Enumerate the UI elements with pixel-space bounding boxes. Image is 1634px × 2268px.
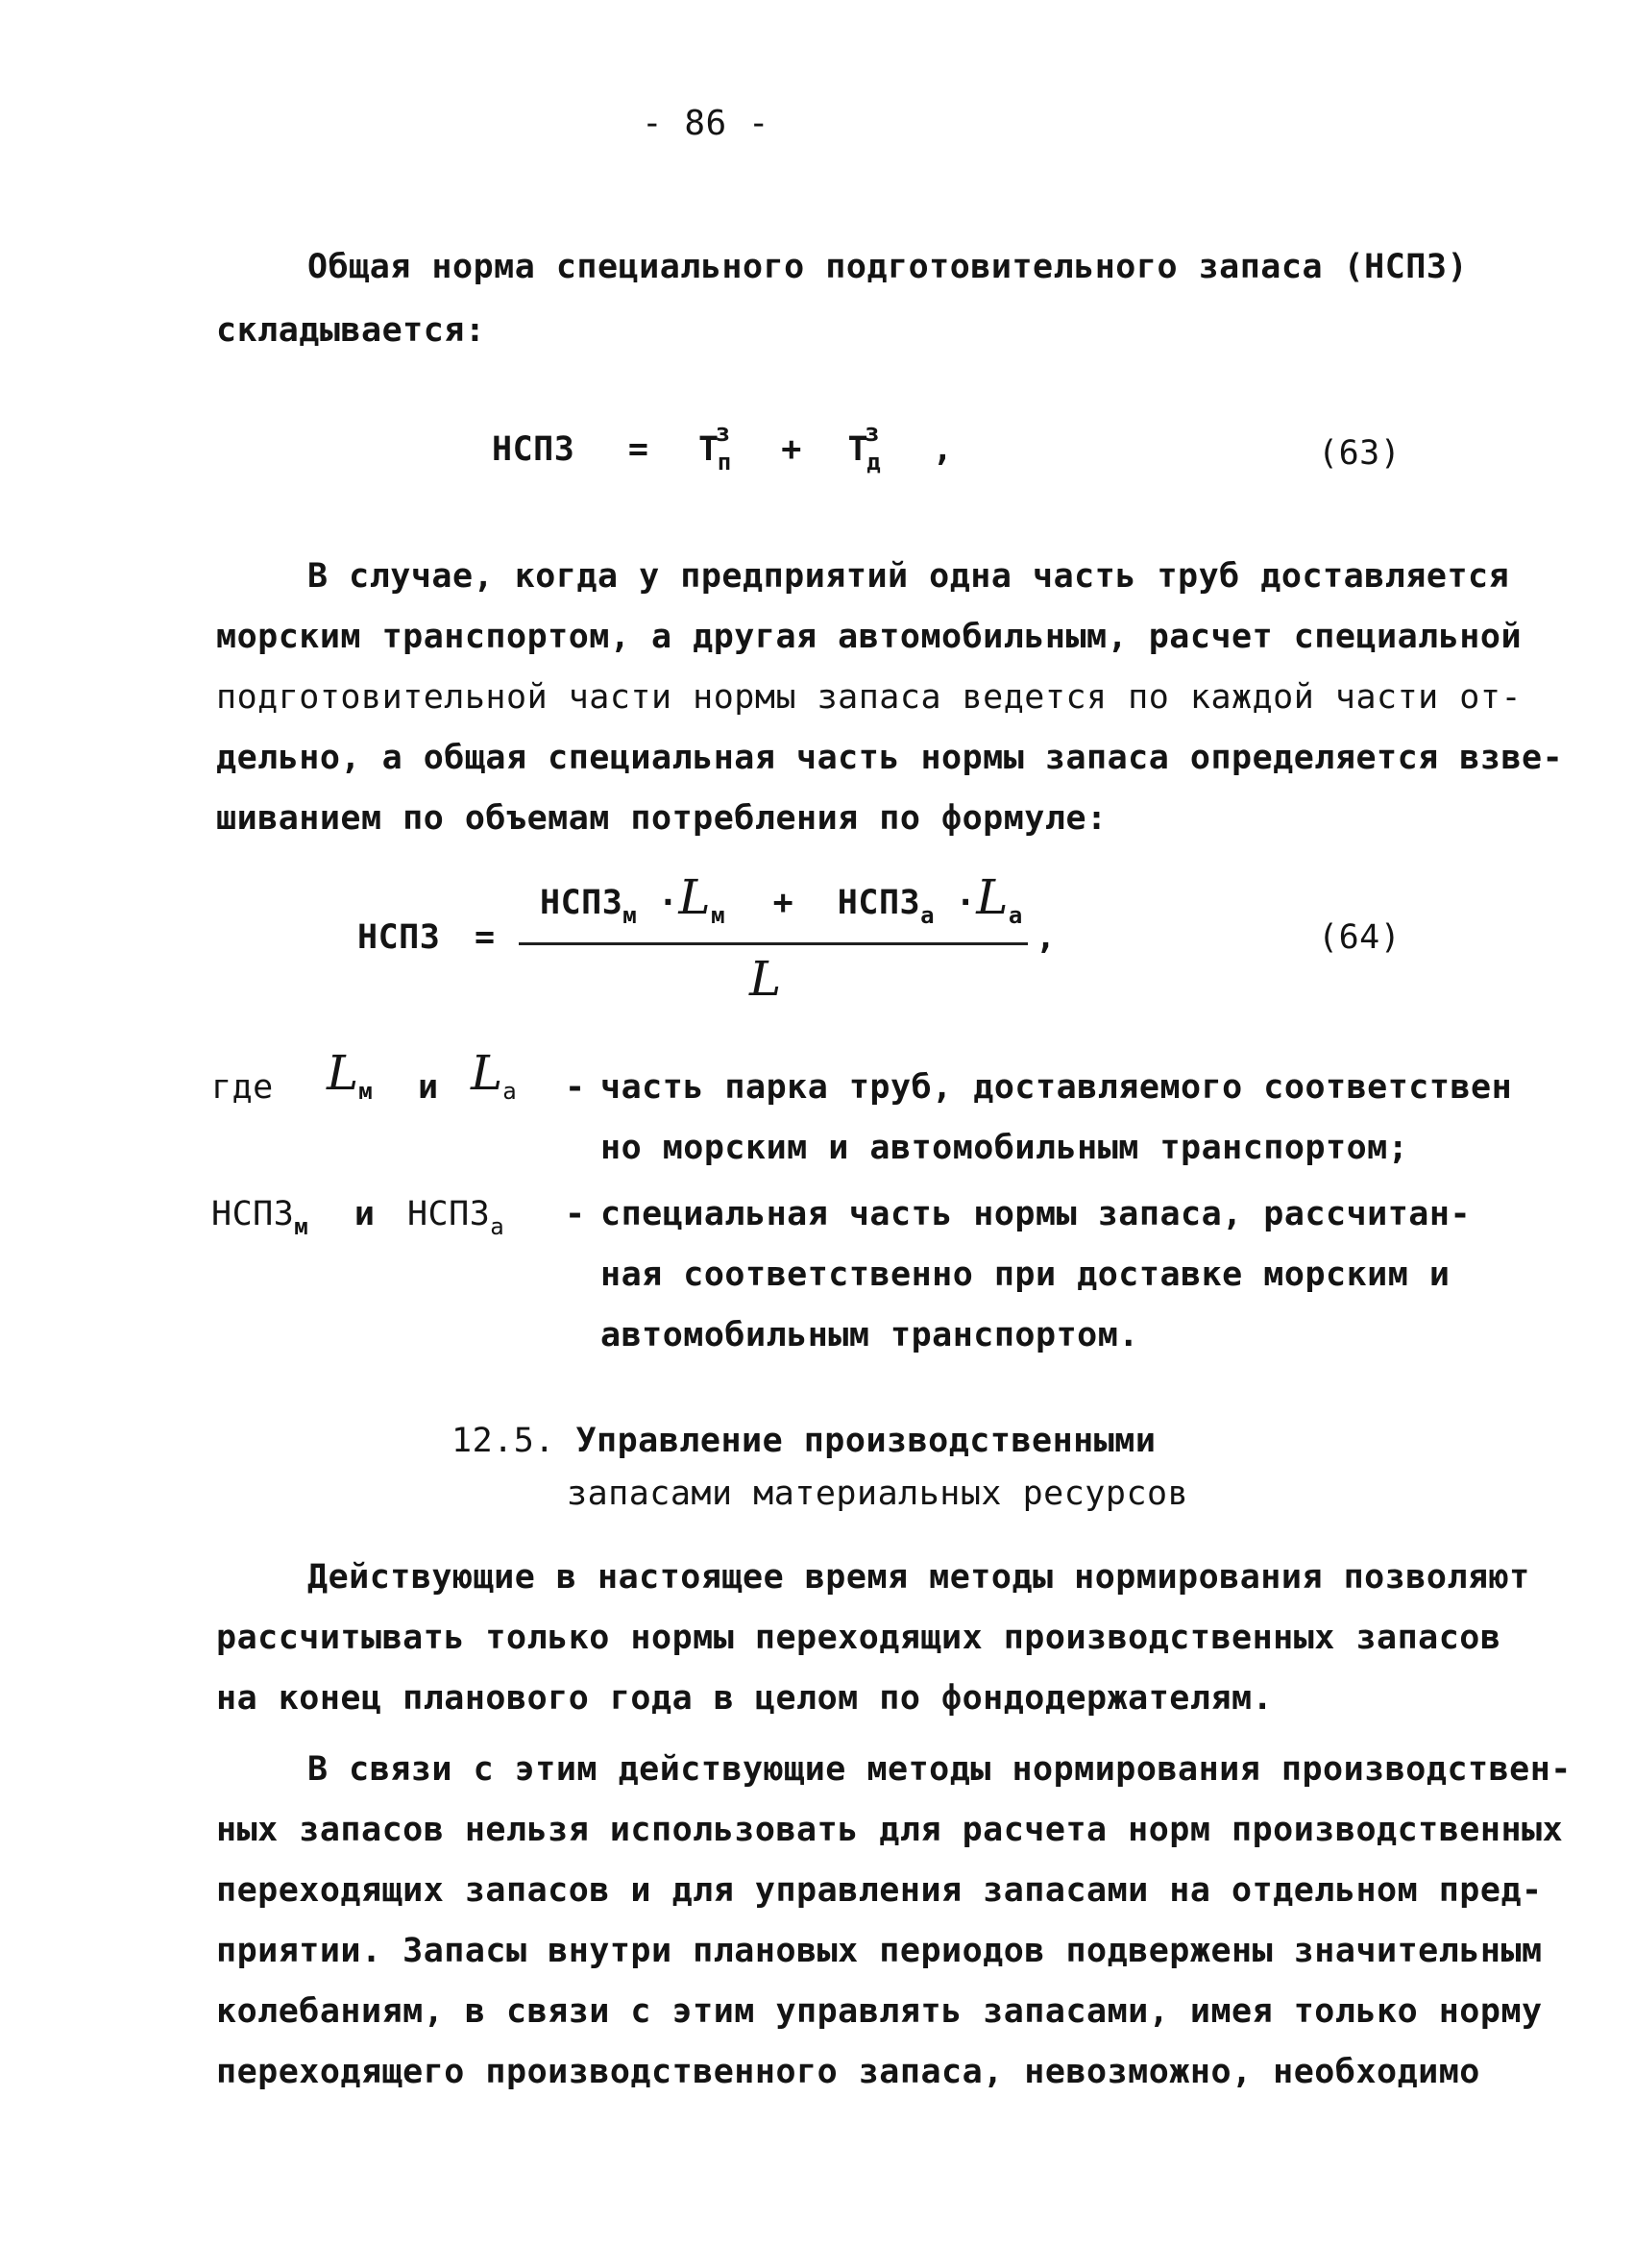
eq64-fraction-bar (519, 942, 1028, 945)
para1-line-2: морским транспортом, а другая автомобильным, расчет специальной (216, 618, 1523, 656)
eq64-num-term-a: НСПЗ (540, 884, 623, 922)
eq64-equals: = (475, 918, 496, 957)
where-L-m: L (327, 1045, 359, 1101)
where-term2-b-sub: а (490, 1213, 505, 1240)
where-term-L-m (327, 1045, 373, 1105)
para2-line-1: Действующие в настоящее время методы нормирования позволяют (307, 1558, 1530, 1597)
eq64-num-term-b-sub: а (920, 902, 936, 929)
where-dash-2: - (565, 1195, 586, 1233)
eq63-plus: + (781, 430, 802, 469)
where-L-a-sub: а (502, 1078, 518, 1105)
page-number: - 86 - (642, 104, 770, 143)
section-title-line-1: Управление производственными (575, 1422, 1157, 1460)
eq64-dot-1: · (657, 884, 679, 922)
where-def2-line-2: ная соответственно при доставке морским и (600, 1256, 1451, 1294)
section-number: 12.5. (451, 1422, 555, 1460)
para3-line-6: переходящего производственного запаса, невозможно, необходимо (216, 2053, 1480, 2091)
eq63-term-2: Т (847, 430, 869, 469)
where-dash-1: - (565, 1068, 586, 1107)
equation-63 (492, 419, 954, 476)
intro-line-2: складывается: (216, 311, 486, 350)
where-term-L-a (471, 1045, 517, 1105)
para2-line-2: рассчитывать только нормы переходящих производственных запасов (216, 1619, 1501, 1657)
eq64-L-a-sub: а (1008, 902, 1023, 929)
eq64-lhs: НСПЗ (357, 918, 441, 957)
eq64-comma: , (1036, 918, 1057, 957)
eq63-term-2-sup: з (865, 419, 881, 448)
section-title-line-2: запасами материальных ресурсов (567, 1475, 1189, 1513)
para3-line-4: приятии. Запасы внутри плановых периодов подвержены значительным (216, 1932, 1543, 1970)
where-def2-line-3: автомобильным транспортом. (600, 1316, 1139, 1354)
eq64-num-term-b: НСПЗ (837, 884, 921, 922)
where-term-2 (211, 1195, 504, 1240)
para3-line-2: ных запасов нельзя использовать для расчета норм производственных (216, 1811, 1564, 1849)
para2-line-3: на конец планового года в целом по фондодержателям. (216, 1679, 1274, 1718)
para3-line-1: В связи с этим действующие методы нормирования производствен- (307, 1750, 1572, 1789)
where-term2-a: НСПЗ (211, 1195, 295, 1233)
eq64-denominator: L (749, 951, 782, 1007)
eq64-number: (64) (1318, 918, 1402, 957)
where-def1-line-1: часть парка труб, доставляемого соответствен (600, 1068, 1513, 1107)
where-term2-b: НСПЗ (406, 1195, 491, 1233)
where-and-1: и (418, 1068, 439, 1107)
eq63-term-1: Т (698, 430, 719, 469)
eq64-L-m-sub: м (711, 902, 726, 929)
eq63-number: (63) (1318, 434, 1402, 473)
eq64-plus: + (772, 884, 794, 922)
eq64-dot-2: · (955, 884, 977, 922)
eq63-comma: , (932, 430, 954, 469)
where-def2-line-1: специальная часть нормы запаса, рассчитан- (600, 1195, 1472, 1233)
eq64-numerator (540, 869, 1023, 929)
where-word: где (211, 1068, 274, 1107)
where-term2-a-sub: м (294, 1213, 309, 1240)
section-heading (451, 1422, 1156, 1460)
para1-line-3: подготовительной части нормы запаса ведется по каждой части от- (216, 678, 1523, 717)
where-L-m-sub: м (358, 1078, 374, 1105)
para1-line-1: В случае, когда у предприятий одна часть труб доставляется (307, 557, 1510, 596)
where-and-2: и (354, 1195, 376, 1233)
eq64-L-m: L (678, 869, 712, 925)
para1-line-4: дельно, а общая специальная часть нормы запаса определяется взве- (216, 739, 1564, 777)
para1-line-5: шиванием по объемам потребления по формуле: (216, 799, 1108, 838)
where-def1-line-2: но морским и автомобильным транспортом; (600, 1129, 1409, 1167)
eq63-term-1-sub: п (717, 449, 732, 476)
para3-line-5: колебаниям, в связи с этим управлять запасами, имея только норму (216, 1992, 1543, 2031)
where-L-a: L (471, 1045, 503, 1101)
para3-line-3: переходящих запасов и для управления запасами на отдельном пред- (216, 1871, 1543, 1910)
eq63-lhs: НСПЗ (492, 430, 575, 469)
eq63-term-1-sup: з (715, 419, 731, 448)
eq64-num-term-a-sub: м (622, 902, 638, 929)
eq63-equals: = (627, 430, 649, 469)
intro-line-1: Общая норма специального подготовительного запаса (НСПЗ) (307, 248, 1469, 286)
eq63-term-2-sub: д (866, 449, 882, 476)
eq64-L-a: L (976, 869, 1009, 925)
